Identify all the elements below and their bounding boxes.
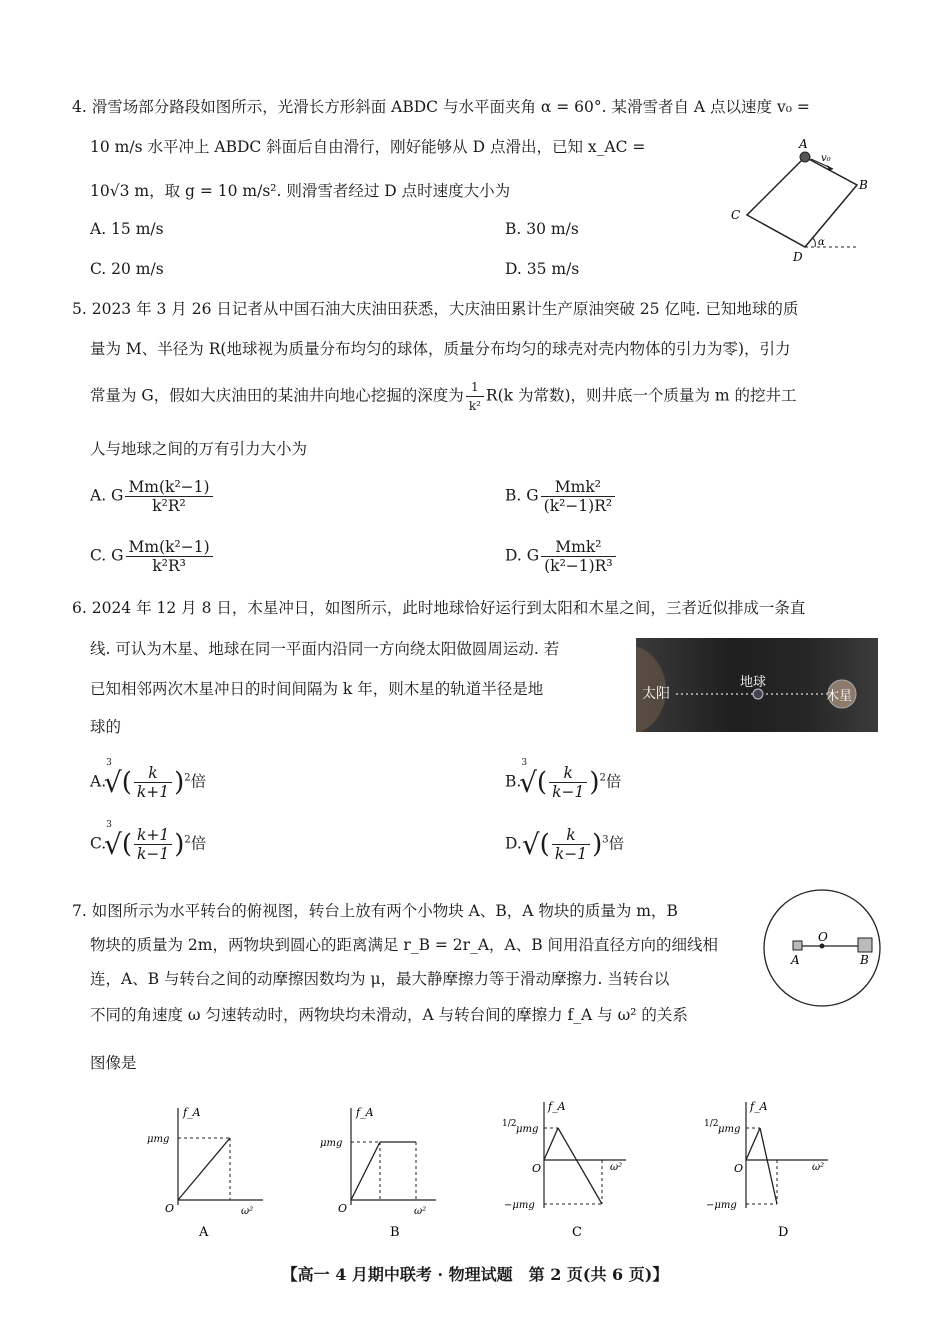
q6-b-num: k bbox=[549, 764, 587, 783]
q4-option-c[interactable]: C. 20 m/s bbox=[90, 260, 164, 278]
q5-b-pre: B. G bbox=[505, 486, 539, 505]
q5-line-3 bbox=[90, 378, 797, 415]
q5-a-den: k²R² bbox=[152, 497, 186, 515]
q6-d-num: k bbox=[552, 826, 590, 845]
q5-option-d[interactable] bbox=[505, 538, 618, 575]
q6-c-pre: C. bbox=[90, 834, 107, 853]
q7-disc-label-o: O bbox=[818, 930, 828, 944]
q6-label-earth: 地球 bbox=[740, 675, 767, 690]
q6-a-num: k bbox=[134, 764, 172, 783]
graph-a-fa: f_A bbox=[183, 1106, 201, 1119]
graph-d-caption: D bbox=[778, 1225, 789, 1240]
q5-c-pre: C. G bbox=[90, 546, 124, 565]
q6-b-den: k−1 bbox=[552, 783, 585, 801]
graph-c-fa: f_A bbox=[548, 1100, 566, 1113]
q5-option-c[interactable] bbox=[90, 538, 215, 575]
graph-c-o: O bbox=[532, 1162, 542, 1175]
q6-a-root: 3 bbox=[106, 758, 112, 768]
q6-option-c[interactable]: C.$^3$√( $\frac{k+1}{k-1}$ )$^2$倍 bbox=[90, 820, 207, 863]
q5-c-den: k²R³ bbox=[152, 557, 186, 575]
q5-a-pre: A. G bbox=[90, 486, 124, 505]
q5-a-num: Mm(k²−1) bbox=[125, 478, 212, 497]
graph-d-half: 1/2 bbox=[704, 1119, 719, 1129]
graph-d-neg-umg: −μmg bbox=[706, 1200, 737, 1211]
q4-line-1: 4. 滑雪场部分路段如图所示，光滑长方形斜面 ABDC 与水平面夹角 α = 60°. 某滑雪者自 A 点以速度 v₀ = bbox=[72, 98, 810, 116]
q6-label-jupiter: 木星 bbox=[826, 689, 853, 704]
q6-line-2: 线. 可认为木星、地球在同一平面内沿同一方向绕太阳做圆周运动. 若 bbox=[90, 640, 560, 658]
graph-c-caption: C bbox=[572, 1225, 582, 1240]
q5-option-a[interactable] bbox=[90, 478, 215, 515]
q6-d-post: 倍 bbox=[608, 834, 625, 853]
q4-option-a[interactable]: A. 15 m/s bbox=[90, 220, 164, 238]
q6-b-pre: B. bbox=[505, 772, 522, 791]
q6-line-3: 已知相邻两次木星冲日的时间间隔为 k 年，则木星的轨道半径是地 bbox=[90, 680, 544, 698]
graph-b-umg: μmg bbox=[320, 1138, 343, 1149]
q4-label-alpha: α bbox=[818, 237, 825, 248]
q6-d-exp: 3 bbox=[602, 834, 609, 846]
graph-c-w2: ω² bbox=[610, 1162, 623, 1173]
graph-d-w2: ω² bbox=[812, 1162, 825, 1173]
q5-line-4: 人与地球之间的万有引力大小为 bbox=[90, 440, 308, 458]
q7-turntable-figure bbox=[760, 886, 884, 1010]
graph-a-o: O bbox=[165, 1202, 175, 1215]
q5-line-2: 量为 M、半径为 R(地球视为质量分布均匀的球体，质量分布均匀的球壳对壳内物体的引力为零)，引力 bbox=[90, 340, 791, 358]
q7-graph-c bbox=[500, 1096, 635, 1240]
q6-option-a[interactable]: A.$^3$√( $\frac{k}{k+1}$ )$^2$倍 bbox=[90, 758, 207, 801]
q5-line-1: 5. 2023 年 3 月 26 日记者从中国石油大庆油田获悉，大庆油田累计生产原油突破 25 亿吨. 已知地球的质 bbox=[72, 300, 799, 318]
q6-label-sun: 太阳 bbox=[642, 686, 670, 702]
q6-line-1: 6. 2024 年 12 月 8 日，木星冲日，如图所示，此时地球恰好运行到太阳和木星之间，三者近似排成一条直 bbox=[72, 599, 806, 617]
q7-graph-a bbox=[145, 1100, 275, 1240]
q6-opposition-photo bbox=[636, 638, 878, 732]
q5-frac-num: 1 bbox=[466, 378, 484, 397]
q7-line-4: 不同的角速度 ω 匀速转动时，两物块均未滑动，A 与转台间的摩擦力 f_A 与 ω² 的关系 bbox=[90, 1006, 688, 1024]
q6-a-post: 倍 bbox=[190, 772, 207, 791]
q4-option-d[interactable]: D. 35 m/s bbox=[505, 260, 580, 278]
q5-line-3-b: R(k 为常数)，则井底一个质量为 m 的挖井工 bbox=[485, 386, 797, 405]
q6-line-4: 球的 bbox=[90, 718, 122, 736]
q5-d-den: (k²−1)R³ bbox=[544, 557, 613, 575]
q4-label-d: D bbox=[793, 250, 803, 264]
q5-frac-den: k² bbox=[468, 399, 481, 413]
q5-option-b[interactable] bbox=[505, 478, 617, 515]
q7-line-5: 图像是 bbox=[90, 1054, 137, 1072]
q7-line-2: 物块的质量为 2m，两物块到圆心的距离满足 r_B = 2r_A，A、B 间用沿直径方向的细线相 bbox=[90, 936, 719, 954]
graph-b-o: O bbox=[338, 1202, 348, 1215]
q7-disc-label-a: A bbox=[791, 953, 800, 967]
q4-line-3: 10√3 m，取 g = 10 m/s². 则滑雪者经过 D 点时速度大小为 bbox=[90, 182, 511, 200]
graph-d-o: O bbox=[734, 1162, 744, 1175]
graph-c-half: 1/2 bbox=[502, 1119, 517, 1129]
graph-c-umg: μmg bbox=[516, 1124, 539, 1135]
q4-line-2: 10 m/s 水平冲上 ABDC 斜面后自由滑行，刚好能够从 D 点滑出，已知 x_AC = bbox=[90, 138, 646, 156]
q6-d-pre: D. bbox=[505, 834, 522, 853]
q7-graph-b bbox=[318, 1100, 448, 1240]
q5-b-num: Mmk² bbox=[541, 478, 615, 497]
q4-label-v0: v₀ bbox=[821, 153, 831, 164]
q4-option-b[interactable]: B. 30 m/s bbox=[505, 220, 579, 238]
graph-a-umg: μmg bbox=[147, 1134, 170, 1145]
graph-d-fa: f_A bbox=[750, 1100, 768, 1113]
q5-c-num: Mm(k²−1) bbox=[126, 538, 213, 557]
q6-option-b[interactable]: B.$^3$√( $\frac{k}{k-1}$ )$^2$倍 bbox=[505, 758, 622, 801]
q6-c-root: 3 bbox=[106, 820, 112, 830]
q4-label-c: C bbox=[731, 208, 741, 222]
q6-c-num: k+1 bbox=[134, 826, 172, 845]
q6-b-post: 倍 bbox=[605, 772, 622, 791]
q6-d-den: k−1 bbox=[554, 845, 588, 863]
q7-line-1: 7. 如图所示为水平转台的俯视图，转台上放有两个小物块 A、B，A 物块的质量为 m，B bbox=[72, 902, 678, 920]
q6-a-pre: A. bbox=[90, 772, 107, 791]
q7-graph-d bbox=[702, 1096, 837, 1240]
q6-c-exp: 2 bbox=[184, 834, 191, 846]
q5-d-num: Mmk² bbox=[541, 538, 615, 557]
q6-a-den: k+1 bbox=[136, 783, 170, 801]
q6-c-den: k−1 bbox=[136, 845, 170, 863]
q6-b-root: 3 bbox=[521, 758, 528, 768]
q5-d-pre: D. G bbox=[505, 546, 540, 565]
graph-c-neg-umg: −μmg bbox=[504, 1200, 535, 1211]
q6-option-d[interactable]: D.√( $\frac{k}{k-1}$ )$^3$倍 bbox=[505, 826, 625, 863]
q6-c-post: 倍 bbox=[190, 834, 207, 853]
q5-depth-fraction bbox=[466, 378, 484, 415]
graph-b-w2: ω² bbox=[414, 1206, 427, 1217]
graph-b-caption: B bbox=[390, 1225, 400, 1240]
q6-a-exp: 2 bbox=[184, 772, 191, 784]
q4-slope-figure bbox=[725, 135, 885, 265]
page-footer: 【高一 4 月期中联考 · 物理试题 第 2 页(共 6 页)】 bbox=[281, 1265, 669, 1284]
q7-disc-label-b: B bbox=[860, 953, 869, 967]
graph-b-fa: f_A bbox=[356, 1106, 374, 1119]
q6-b-exp: 2 bbox=[599, 772, 606, 784]
graph-a-w2: ω² bbox=[241, 1206, 254, 1217]
q4-label-b: B bbox=[859, 178, 868, 192]
q7-line-3: 连，A、B 与转台之间的动摩擦因数均为 μ，最大静摩擦力等于滑动摩擦力. 当转台以 bbox=[90, 970, 670, 988]
q5-line-3-a: 常量为 G，假如大庆油田的某油井向地心挖掘的深度为 bbox=[90, 386, 464, 405]
graph-d-umg: μmg bbox=[718, 1124, 741, 1135]
q4-label-a: A bbox=[799, 137, 808, 151]
graph-a-caption: A bbox=[199, 1225, 209, 1240]
q5-b-den: (k²−1)R² bbox=[543, 497, 613, 515]
